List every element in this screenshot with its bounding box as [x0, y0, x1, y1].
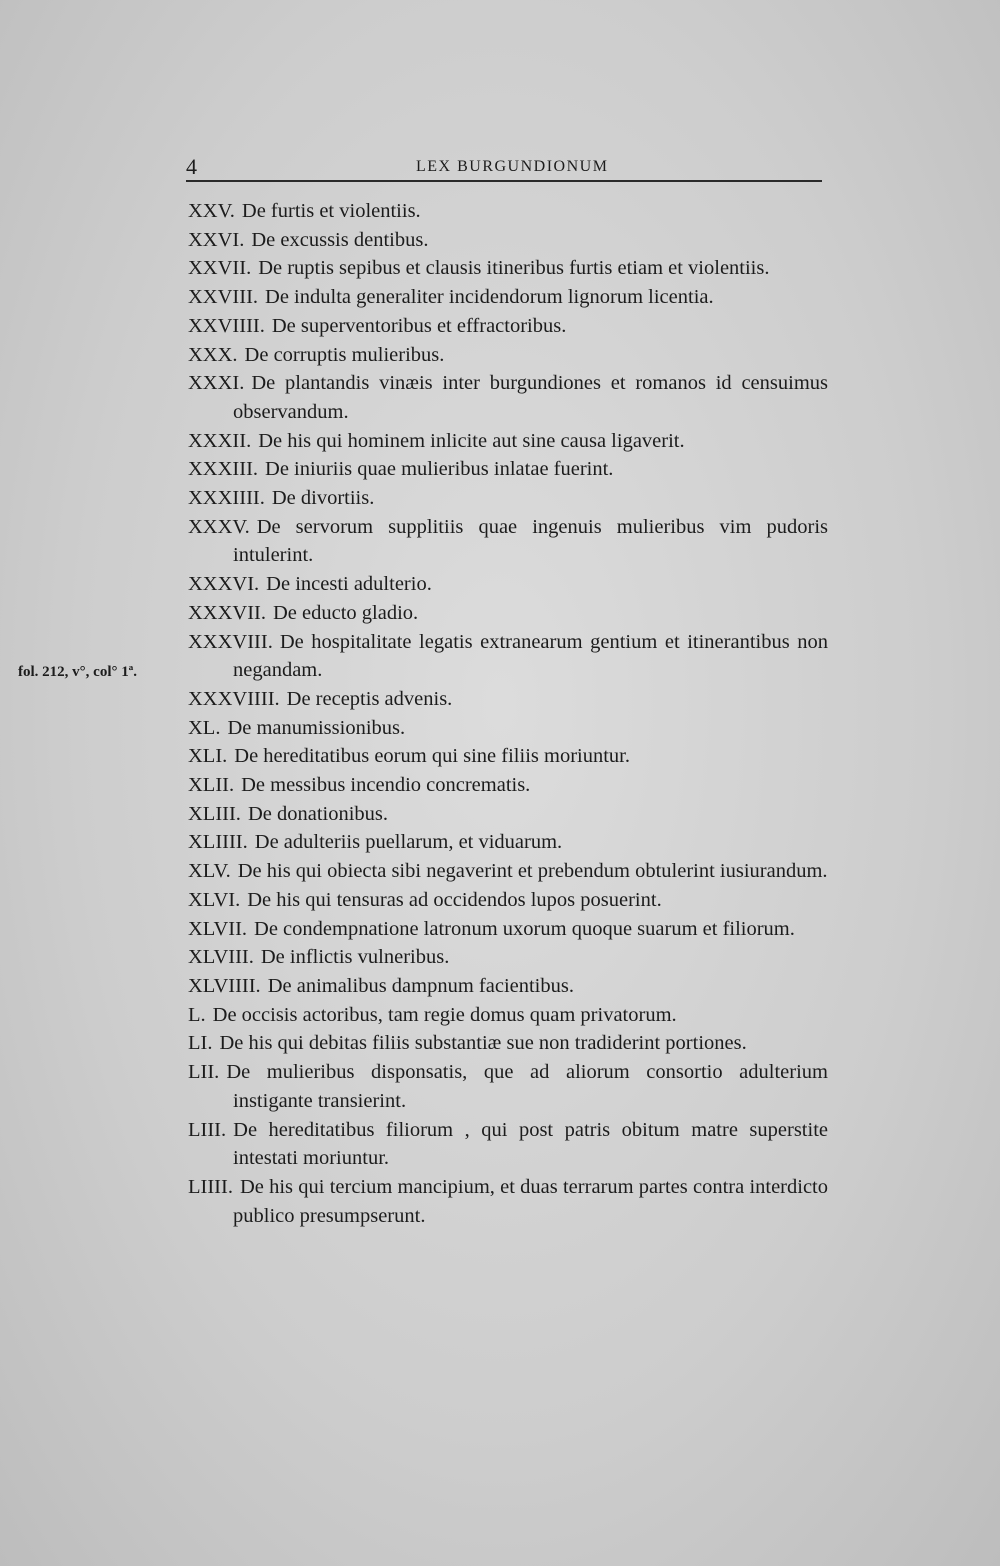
- chapter-number: XLVI.: [188, 888, 241, 911]
- chapter-entry: [188, 312, 828, 341]
- chapter-title: De servorum supplitiis quae ingenuis mulieribus vim pudoris intulerint.: [233, 515, 828, 567]
- chapter-entry: [188, 714, 828, 743]
- chapter-entry: [188, 771, 828, 800]
- chapter-list: [188, 197, 828, 1230]
- chapter-number: XXV.: [188, 200, 235, 222]
- chapter-number: XXXI.: [188, 372, 245, 395]
- chapter-entry: [188, 1001, 828, 1030]
- chapter-title: De his qui tercium mancipium, et duas terrarum partes contra interdicto publico presumpserunt.: [233, 1175, 828, 1227]
- chapter-title: De hereditatibus eorum qui sine filiis moriuntur.: [234, 745, 630, 768]
- chapter-entry: [188, 685, 828, 714]
- chapter-number: XXXII.: [188, 429, 252, 452]
- chapter-title: De inflictis vulneribus.: [260, 946, 450, 969]
- chapter-number: XXXVI.: [188, 573, 260, 596]
- chapter-title: De plantandis vinæis inter burgundiones et romanos id censuimus observandum.: [233, 372, 828, 423]
- chapter-title: De his qui obiecta sibi negaverint et prebendum obtulerint iusiurandum.: [237, 860, 828, 883]
- margin-folio-note: fol. 212, v°, col° 1ª.: [18, 664, 137, 680]
- chapter-entry: [188, 943, 828, 972]
- chapter-title: De excussis dentibus.: [251, 228, 429, 251]
- chapter-number: XLVIII.: [188, 946, 254, 969]
- chapter-number: XXXVIII.: [188, 630, 273, 653]
- chapter-title: De iniuriis quae mulieribus inlatae fuerint.: [265, 458, 614, 481]
- chapter-title: De adulteriis puellarum, et viduarum.: [254, 831, 563, 854]
- chapter-number: XXXVII.: [188, 601, 266, 624]
- chapter-entry: [188, 197, 828, 226]
- chapter-number: L.: [188, 1003, 206, 1026]
- chapter-entry: [188, 828, 828, 857]
- chapter-number: XLV.: [188, 860, 231, 883]
- chapter-number: XXVIII.: [188, 286, 259, 309]
- chapter-number: XXVIIII.: [188, 314, 265, 337]
- chapter-entry: [188, 283, 828, 312]
- chapter-entry: [188, 972, 828, 1001]
- chapter-title: De educto gladio.: [273, 601, 419, 624]
- chapter-entry: [188, 857, 828, 886]
- chapter-title: De hospitalitate legatis extranearum gentium et itinerantibus non negandam.: [233, 630, 828, 682]
- chapter-title: De donationibus.: [247, 802, 389, 825]
- chapter-title: De ruptis sepibus et clausis itineribus furtis etiam et violentiis.: [258, 257, 770, 280]
- chapter-title: De manumissionibus.: [227, 716, 406, 739]
- chapter-number: XLIII.: [188, 802, 241, 825]
- chapter-number: XLVIIII.: [188, 974, 261, 997]
- chapter-entry: [188, 1116, 828, 1173]
- chapter-entry: [188, 599, 828, 628]
- chapter-number: XXXIIII.: [188, 487, 265, 510]
- chapter-title: De incesti adulterio.: [266, 573, 432, 596]
- chapter-entry: [188, 484, 828, 513]
- chapter-title: De condempnatione latronum uxorum quoque suarum et filiorum.: [254, 917, 795, 940]
- chapter-entry: [188, 915, 828, 944]
- chapter-title: De his qui debitas filiis substantiæ sue non tradiderint portiones.: [219, 1032, 747, 1055]
- chapter-entry: [188, 1029, 828, 1058]
- chapter-entry: [188, 226, 828, 255]
- chapter-number: XLVII.: [188, 917, 248, 940]
- chapter-entry: [188, 341, 828, 370]
- chapter-entry: [188, 254, 828, 283]
- chapter-title: De his qui hominem inlicite aut sine causa ligaverit.: [258, 429, 685, 452]
- running-title: LEX BURGUNDIONUM: [416, 158, 609, 175]
- chapter-title: De divortiis.: [271, 487, 375, 510]
- page-header: [186, 150, 822, 182]
- chapter-number: XLII.: [188, 774, 235, 797]
- chapter-title: De mulieribus disponsatis, que ad aliorum consortio adulterium instigante transierint.: [226, 1061, 828, 1112]
- chapter-entry: [188, 1173, 828, 1230]
- chapter-number: XXVII.: [188, 257, 252, 280]
- chapter-title: De superventoribus et effractoribus.: [271, 314, 567, 337]
- chapter-title: De corruptis mulieribus.: [244, 343, 445, 366]
- chapter-number: XXXV.: [188, 515, 250, 538]
- chapter-number: XXVI.: [188, 228, 245, 251]
- chapter-entry: [188, 455, 828, 484]
- chapter-entry: [188, 427, 828, 456]
- chapter-title: De furtis et violentiis.: [241, 200, 421, 222]
- chapter-entry: [188, 800, 828, 829]
- chapter-title: De animalibus dampnum facientibus.: [267, 974, 574, 997]
- chapter-entry: [188, 369, 828, 426]
- chapter-number: LIIII.: [188, 1175, 233, 1198]
- chapter-entry: [188, 628, 828, 685]
- chapter-entry: [188, 886, 828, 915]
- chapter-title: De messibus incendio concrematis.: [241, 774, 531, 797]
- chapter-number: LI.: [188, 1032, 213, 1055]
- chapter-number: LII.: [188, 1061, 220, 1084]
- chapter-number: XLI.: [188, 745, 228, 768]
- chapter-number: XLIIII.: [188, 831, 248, 854]
- chapter-number: XXX.: [188, 343, 238, 366]
- chapter-number: LIII.: [188, 1118, 227, 1141]
- chapter-entry: [188, 742, 828, 771]
- chapter-title: De occisis actoribus, tam regie domus quam privatorum.: [212, 1003, 677, 1026]
- chapter-entry: [188, 513, 828, 570]
- chapter-number: XXXIII.: [188, 458, 259, 481]
- chapter-title: De receptis advenis.: [286, 687, 453, 710]
- chapter-title: De indulta generaliter incidendorum lignorum licentia.: [265, 286, 714, 309]
- chapter-entry: [188, 570, 828, 599]
- chapter-number: XXXVIIII.: [188, 687, 280, 710]
- chapter-entry: [188, 1058, 828, 1115]
- chapter-title: De hereditatibus filiorum , qui post patris obitum matre superstite intestati moriuntur.: [233, 1118, 828, 1170]
- chapter-number: XL.: [188, 716, 221, 739]
- page-number: 4: [186, 154, 197, 179]
- chapter-title: De his qui tensuras ad occidendos lupos posuerint.: [247, 888, 662, 911]
